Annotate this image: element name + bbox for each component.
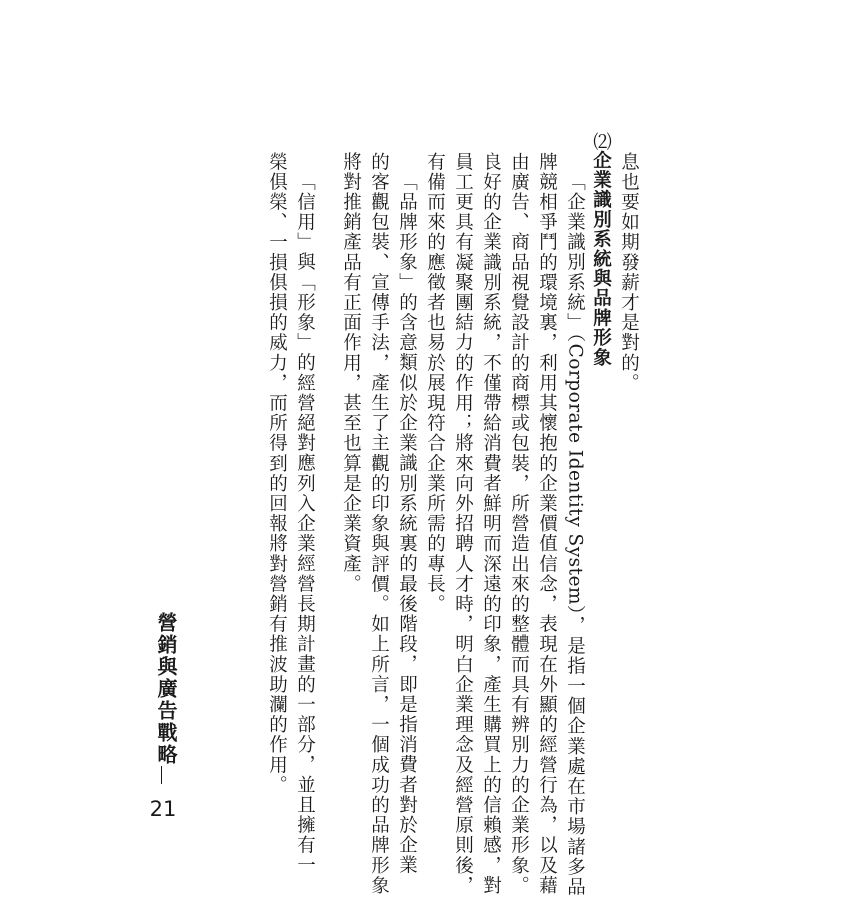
text-line-10 (369, 152, 388, 896)
text-line-13 (267, 152, 286, 795)
line-text: 由廣告、商品視覺設計的商標或包裝，所營造出來的整體而具有辨別力的企業形象。 (508, 152, 530, 896)
text-line-9 (397, 172, 416, 876)
line-text: 息也要如期發薪才是對的。 (618, 152, 640, 394)
text-line-3 (565, 172, 584, 897)
line-text: 良好的企業識別系統，不僅帶給消費者鮮明而深遠的印象，產生購買上的信賴感，對 (480, 152, 502, 896)
text-line-4 (537, 152, 556, 896)
section-heading (591, 132, 610, 367)
running-title: 營銷與廣告戰略 (154, 612, 178, 766)
text-line-11 (341, 152, 360, 594)
line-text: 將對推銷產品有正面作用，甚至也算是企業資產。 (340, 152, 362, 595)
title-rule (161, 766, 162, 784)
line-text: 牌競相爭鬥的環境裏，利用其懷抱的企業價值信念，表現在外顯的經營行為，以及藉 (536, 152, 558, 896)
text-line-7 (453, 152, 472, 896)
page-number: 21 (149, 797, 177, 821)
text-line-12 (295, 172, 314, 876)
text-line-1 (619, 152, 638, 393)
line-text: 的客觀包裝、宣傳手法，產生了主觀的印象與評價。如上所言，一個成功的品牌形象 (368, 152, 390, 896)
text-line-6 (481, 152, 500, 896)
line-text: 榮俱榮、一損俱損的威力，而所得到的回報將對營銷有推波助瀾的作用。 (266, 152, 288, 796)
section-title: 企業識別系統與品牌形象 (590, 150, 612, 368)
text-line-5 (509, 152, 528, 896)
line-text: 有備而來的應徵者也易於展現符合企業所需的專長。 (424, 152, 446, 615)
line-text: 「信用」與「形象」的經營絕對應列入企業經營長期計畫的一部分，並且擁有一 (294, 172, 316, 876)
line-text: 「企業識別系統」（ (564, 172, 586, 344)
text-line-8 (425, 152, 444, 614)
line-text: 員工更具有凝聚團結力的作用；將來向外招聘人才時，明白企業理念及經營原則後， (452, 152, 474, 896)
latin-term: Corporate Identity System (564, 343, 586, 606)
section-number: ⑵ (590, 132, 612, 151)
line-text: 「品牌形象」的含意類似於企業識別系統裏的最後階段，即是指消費者對於企業 (396, 172, 418, 876)
line-text: ），是指一個企業處在市場諸多品 (564, 605, 586, 897)
